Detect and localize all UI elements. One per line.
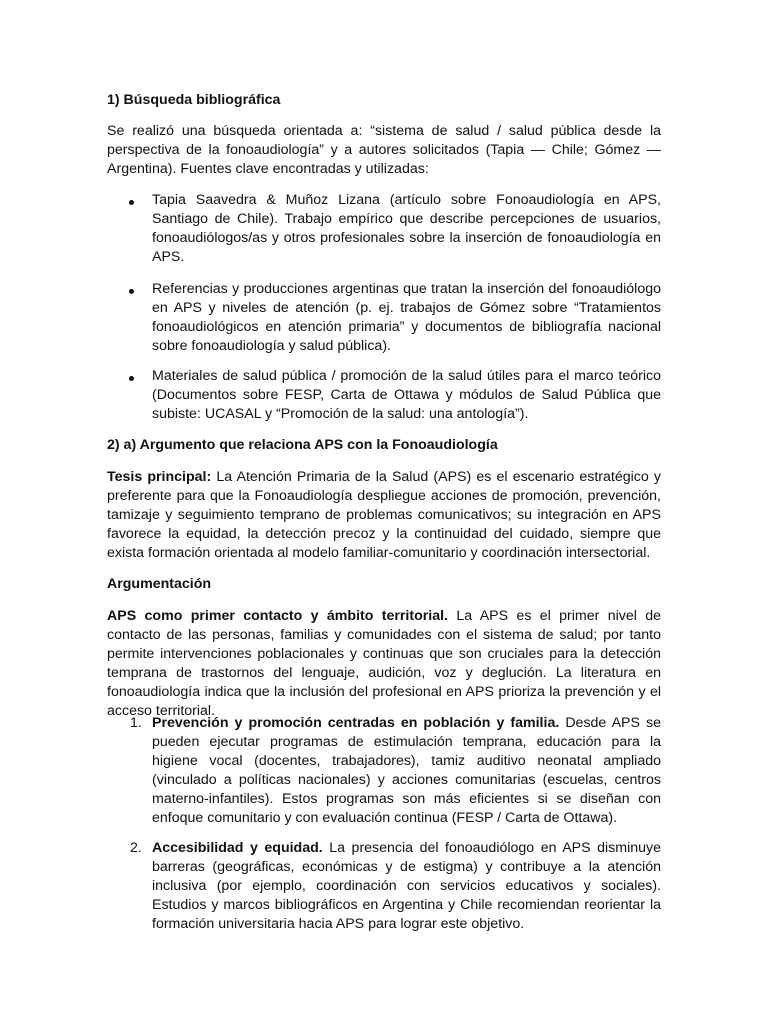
thesis-text: La Atención Primaria de la Salud (APS) es el escenario estratégico y preferente para que la Fonoaudiología despliegue acciones de promoción, prevención, tamizaje y seguimiento temprano de problemas comunicativos; su integración en APS favorece la equidad, la detección precoz y la continuidad del cuidado, siempre que exista formación orientada al modelo familiar-comunitario y coordinación intersectorial. xyxy=(107,469,661,561)
numbered-item-2-label: Accesibilidad y equidad. xyxy=(152,840,323,856)
list-number: 2. xyxy=(130,840,142,856)
aps-label: APS como primer contacto y ámbito territorial. xyxy=(107,608,448,624)
numbered-item-2-text: La presencia del fonoaudiólogo en APS disminuye barreras (geográficas, económicas y de estigma) y contribuye a la atención inclusiva (por ejemplo, coordinación con servicios educativos y sociales). Estudios y marcos bibliográficos en Argentina y Chile recomiendan reorientar la formación universitaria hacia APS para lograr este objetivo. xyxy=(152,840,661,932)
thesis-paragraph xyxy=(107,468,661,563)
bullet-item-3: Materiales de salud pública / promoción de la salud útiles para el marco teórico (Documentos sobre FESP, Carta de Ottawa y módulos de Salud Pública que subiste: UCASAL y “Promoción de la salud: una antología”). xyxy=(152,368,661,422)
section-2-heading: 2) a) Argumento que relaciona APS con la Fonoaudiología xyxy=(107,437,498,453)
section-1-heading: 1) Búsqueda bibliográfica xyxy=(107,92,281,108)
numbered-item-1-text: Desde APS se pueden ejecutar programas de estimulación temprana, educación para la higiene vocal (docentes, trabajadores), tamiz auditivo neonatal ampliado (vinculado a políticas nacionales) y acciones comunitarias (escuelas, centros materno-infantiles). Estos programas son más eficientes si se diseñan con enfoque comunitario y con evaluación continua (FESP / Carta de Ottawa). xyxy=(152,715,661,826)
aps-paragraph xyxy=(107,607,661,721)
numbered-item-1-label: Prevención y promoción centradas en población y familia. xyxy=(152,715,560,731)
numbered-item-2 xyxy=(152,839,661,934)
aps-text: La APS es el primer nivel de contacto de las personas, familias y comunidades con el sistema de salud; por tanto permite intervenciones poblacionales y continuas que son cruciales para la detección temprana de trastornos del lenguaje, audición, voz y deglución. La literatura en fonoaudiología indica que la inclusión del profesional en APS prioriza la prevención y el acceso territorial. xyxy=(107,608,661,719)
bullet-item-2: Referencias y producciones argentinas que tratan la inserción del fonoaudiólogo en APS y niveles de atención (p. ej. trabajos de Gómez sobre “Tratamientos fonoaudiológicos en atención primaria” y documentos de bibliografía nacional sobre fonoaudiología y salud pública). xyxy=(152,281,661,354)
bullet-item-1: Tapia Saavedra & Muñoz Lizana (artículo sobre Fonoaudiología en APS, Santiago de Chile). Trabajo empírico que describe percepciones de usuarios, fonoaudiólogos/as y otros profesionales sobre la inserción de fonoaudiología en APS. xyxy=(152,192,661,265)
numbered-item-1 xyxy=(152,714,661,828)
list-number: 1. xyxy=(130,715,142,731)
argument-heading: Argumentación xyxy=(107,576,212,592)
section-1-intro: Se realizó una búsqueda orientada a: “sistema de salud / salud pública desde la perspectiva de la fonoaudiología” y a autores solicitados (Tapia — Chile; Gómez — Argentina). Fuentes clave encontradas y utilizadas: xyxy=(107,123,661,177)
thesis-label: Tesis principal: xyxy=(107,469,212,485)
